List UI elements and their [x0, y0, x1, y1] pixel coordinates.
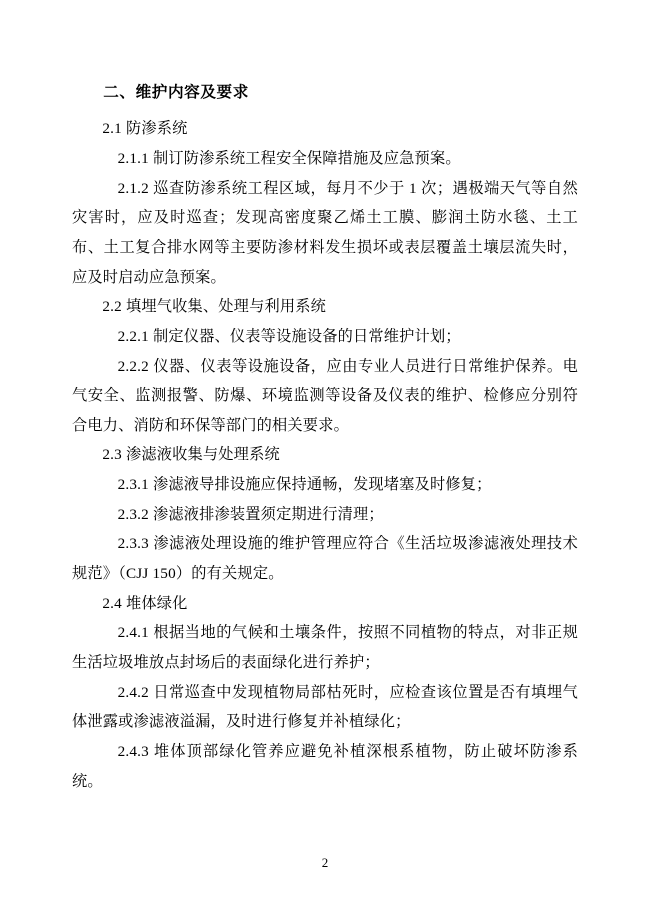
paragraph-2-4-2: 2.4.2 日常巡查中发现植物局部枯死时，应检查该位置是否有填埋气体泄露或渗滤液溢漏，及时进行修复并补植绿化；	[72, 683, 578, 731]
paragraph-2-4-3: 2.4.3 堆体顶部绿化管养应避免补植深根系植物，防止破坏防渗系统。	[72, 742, 578, 790]
paragraph-2-3-2: 2.3.2 渗滤液排渗装置须定期进行清理；	[117, 505, 384, 523]
paragraph-2-3: 2.3 渗滤液收集与处理系统	[102, 446, 280, 464]
paragraph-2-2: 2.2 填埋气收集、处理与利用系统	[102, 298, 327, 316]
document-body	[72, 78, 578, 796]
paragraph-2-3-1: 2.3.1 渗滤液导排设施应保持通畅，发现堵塞及时修复；	[117, 476, 492, 494]
paragraph-2-1-2: 2.1.2 巡查防渗系统工程区域，每月不少于 1 次；遇极端天气等自然灾害时，应及时巡查；发现高密度聚乙烯土工膜、膨润土防水毯、土工布、土工复合排水网等主要防渗材料发生损坏或表层覆盖土壤层流失时，应及时启动应急预案。	[72, 179, 578, 286]
paragraph-2-2-1: 2.2.1 制定仪器、仪表等设施设备的日常维护计划；	[117, 327, 461, 345]
paragraph-2-4-1: 2.4.1 根据当地的气候和土壤条件，按照不同植物的特点，对非正规生活垃圾堆放点封场后的表面绿化进行养护；	[72, 624, 578, 671]
section-heading: 二、维护内容及要求	[103, 84, 249, 101]
paragraph-2-1-1: 2.1.1 制订防渗系统工程安全保障措施及应急预案。	[117, 150, 461, 168]
paragraph-2-3-3: 2.3.3 渗滤液处理设施的维护管理应符合《生活垃圾渗滤液处理技术规范》（CJJ 150）的有关规定。	[72, 535, 578, 583]
paragraph-2-4: 2.4 堆体绿化	[102, 594, 188, 612]
page-number: 2	[321, 855, 329, 870]
paragraph-2-1: 2.1 防渗系统	[102, 120, 188, 138]
paragraph-2-2-2: 2.2.2 仪器、仪表等设施设备，应由专业人员进行日常维护保养。电气安全、监测报警、防爆、环境监测等设备及仪表的维护、检修应分别符合电力、消防和环保等部门的相关要求。	[72, 357, 578, 434]
